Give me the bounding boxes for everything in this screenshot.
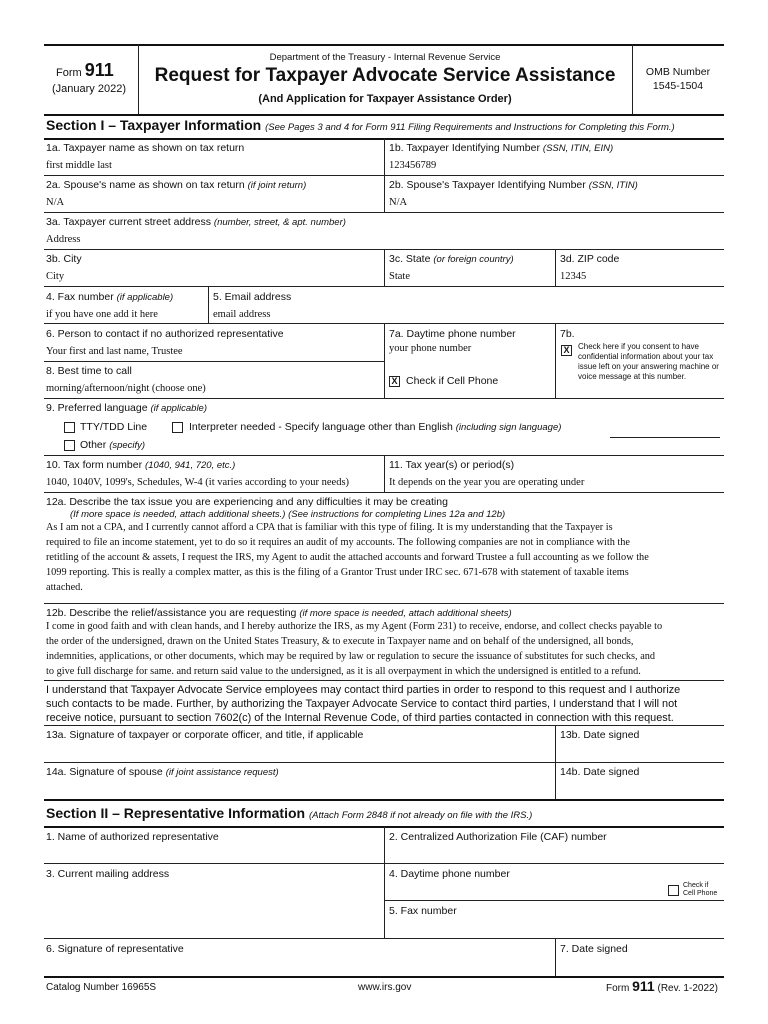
- col-divider: [555, 725, 556, 799]
- cell-phone-checkbox[interactable]: X: [389, 376, 400, 387]
- cell-phone-label: Check if Cell Phone: [406, 375, 499, 387]
- field-13a-label: 13a. Signature of taxpayer or corporate officer, and title, if applicable: [46, 729, 364, 741]
- field-3a-hint: (number, street, & apt. number): [213, 217, 346, 228]
- footer-revision: (Rev. 1-2022): [657, 983, 718, 994]
- tty-checkbox[interactable]: [64, 422, 75, 433]
- col-divider: [555, 938, 556, 976]
- omb-label: OMB Number: [645, 66, 711, 78]
- rep-date-field[interactable]: [560, 956, 720, 974]
- row-line: [44, 938, 724, 939]
- daytime-phone-field[interactable]: your phone number: [389, 343, 472, 354]
- field-3b-label: 3b. City: [46, 253, 82, 265]
- row-line: [44, 212, 724, 213]
- field-2a-label-text: 2a. Spouse's name as shown on tax return: [46, 179, 245, 191]
- relief-line: to give full discharge for same. and return said value to the undersigned, as it is all overpayment in which the undersigned is entitled to a refund.: [46, 666, 641, 677]
- taxpayer-name-field[interactable]: first middle last: [46, 160, 112, 171]
- field-14b-label: 14b. Date signed: [560, 766, 640, 778]
- form-label: [56, 60, 114, 81]
- field-13b-label: 13b. Date signed: [560, 729, 640, 741]
- field-3c-label-text: 3c. State: [389, 253, 431, 265]
- other-language-text: Other: [80, 439, 107, 451]
- field-1a-label: 1a. Taxpayer name as shown on tax return: [46, 142, 245, 154]
- tax-issue-line: required to file an income statement, yet to do so it requires an audit of my accounts. The following companies are not in compliance with the: [46, 537, 630, 548]
- section1-bottom-line: [44, 799, 724, 801]
- rep-cell-phone-checkbox[interactable]: [668, 885, 679, 896]
- field-3c-hint: (or foreign country): [433, 254, 514, 265]
- contact-person-field[interactable]: Your first and last name, Trustee: [46, 346, 183, 357]
- footer-form-id: [606, 978, 718, 994]
- row-line: [44, 398, 724, 399]
- agency-name: Department of the Treasury - Internal Revenue Service: [269, 52, 501, 63]
- tax-issue-textarea[interactable]: [46, 520, 722, 595]
- relief-line: indemnities, applications, or other documents, which may be required by law or regulation to secure the issuance of substitutes for such checks, and: [46, 651, 656, 662]
- field-14a-label-text: 14a. Signature of spouse: [46, 766, 163, 778]
- field-6-label: 6. Person to contact if no authorized representative: [46, 328, 284, 340]
- tax-issue-line: As I am not a CPA, and I currently cannot afford a CPA that is familiar with this type of filing. It is my understanding that the Taxpayer is: [46, 522, 613, 533]
- field-3c-label: [389, 253, 514, 266]
- section2-note: (Attach Form 2848 if not already on file with the IRS.): [308, 810, 533, 821]
- field-11-label: 11. Tax year(s) or period(s): [389, 459, 515, 471]
- field-14a-hint: (if joint assistance request): [165, 767, 279, 778]
- footer-form-number: 911: [632, 978, 655, 994]
- row-line: [44, 286, 724, 287]
- consent-line: receive notice, pursuant to section 7602(c) of the Internal Revenue Code, of third parties contacted in connection with this request.: [46, 712, 674, 724]
- caf-number-field[interactable]: [389, 844, 719, 862]
- field-9-label: [46, 402, 207, 415]
- section1-note: (See Pages 3 and 4 for Form 911 Filing Requirements and Instructions for Completing this Form.): [265, 122, 675, 133]
- field-10-label-text: 10. Tax form number: [46, 459, 143, 471]
- language-specify-line[interactable]: [610, 437, 720, 438]
- rep-cell-line1: Check if: [683, 882, 709, 889]
- col-divider: [555, 323, 556, 398]
- field-8-label: 8. Best time to call: [46, 365, 132, 377]
- best-time-field[interactable]: morning/afternoon/night (choose one): [46, 383, 206, 394]
- street-address-field[interactable]: Address: [46, 234, 81, 245]
- tax-issue-line: 1099 reporting. This is really a complex matter, as this is the filing of a Grantor Trust under IRC sec. 671-678 with statement of taxable items: [46, 567, 629, 578]
- section1-title: Section I – Taxpayer Information: [46, 117, 262, 133]
- state-field[interactable]: State: [389, 271, 410, 282]
- relief-request-textarea[interactable]: [46, 619, 722, 679]
- field-1b-label: [389, 142, 613, 155]
- interpreter-hint: (including sign language): [455, 422, 562, 433]
- row-line: [44, 361, 384, 362]
- rep-field-4-label: 4. Daytime phone number: [389, 868, 510, 880]
- field-3a-label: [46, 216, 346, 229]
- col-divider: [555, 249, 556, 286]
- field-4-label: [46, 291, 173, 304]
- tax-form-number-field[interactable]: 1040, 1040V, 1099's, Schedules, W-4 (it varies according to your needs): [46, 477, 350, 488]
- rep-fax-field[interactable]: [389, 918, 719, 936]
- consent-checkbox[interactable]: X: [561, 345, 572, 356]
- consent-line: such contacts to be made. Further, by authorizing the Taxpayer Advocate Service to contact third parties, I understand that I will not: [46, 698, 678, 710]
- form-date: (January 2022): [52, 83, 126, 95]
- field-2b-label: [389, 179, 638, 192]
- taxpayer-id-field[interactable]: 123456789: [389, 160, 437, 171]
- row-line: [384, 900, 724, 901]
- field-14a-label: [46, 766, 279, 779]
- field-12a-label: 12a. Describe the tax issue you are experiencing and any difficulties it may be creating: [46, 496, 448, 508]
- email-field[interactable]: email address: [213, 309, 271, 320]
- field-9-label-text: 9. Preferred language: [46, 402, 148, 414]
- header-bottom-border: [44, 114, 724, 116]
- col-divider: [208, 286, 209, 323]
- row-line: [44, 762, 724, 763]
- city-field[interactable]: City: [46, 271, 65, 282]
- field-10-label: [46, 459, 235, 472]
- catalog-number: Catalog Number 16965S: [46, 982, 157, 993]
- row-line: [44, 603, 724, 604]
- interpreter-label-text: Interpreter needed - Specify language other than English: [189, 421, 453, 433]
- rep-phone-field[interactable]: [389, 882, 659, 898]
- spouse-name-field[interactable]: N/A: [46, 197, 65, 208]
- relief-line: I come in good faith and with clean hands, and I hereby authorize the IRS, as my Agent (Form 231) to receive, endorse, and collect checks payable to: [46, 621, 663, 632]
- section2-heading: [46, 805, 532, 821]
- tax-years-field[interactable]: It depends on the year you are operating under: [389, 477, 585, 488]
- rep-field-1-label: 1. Name of authorized representative: [46, 831, 219, 843]
- relief-line: the order of the undersigned, drawn on the United States Treasury, & to execute in Taxpayer name and on behalf of the undersigned, all bonds,: [46, 636, 634, 647]
- field-12b-hint: (if more space is needed, attach additional sheets): [299, 608, 512, 619]
- omb-number: 1545-1504: [652, 80, 704, 92]
- spouse-date-field[interactable]: [560, 779, 720, 797]
- row-line: [44, 680, 724, 681]
- row-line: [44, 492, 724, 493]
- consent-line: I understand that Taxpayer Advocate Service employees may contact third parties in order to respond to this request and I authorize: [46, 684, 681, 696]
- irs-website: www.irs.gov: [358, 982, 412, 993]
- interpreter-checkbox[interactable]: [172, 422, 183, 433]
- rep-mailing-address-field[interactable]: [46, 882, 380, 936]
- form-subtitle: (And Application for Taxpayer Assistance Order): [258, 93, 512, 105]
- footer-form-word: Form: [606, 983, 630, 994]
- field-1b-hint: (SSN, ITIN, EIN): [542, 143, 614, 154]
- third-party-consent-text: [46, 683, 680, 725]
- field-12a-hint: (If more space is needed, attach additional sheets.) (See instructions for completing Lines 12a and 12b): [70, 509, 506, 520]
- rep-field-6-label: 6. Signature of representative: [46, 943, 184, 955]
- col-divider: [384, 138, 385, 212]
- field-7b-label: 7b.: [560, 328, 575, 340]
- rep-field-2-label: 2. Centralized Authorization File (CAF) number: [389, 831, 607, 843]
- col-divider: [384, 249, 385, 286]
- field-2a-label: [46, 179, 306, 192]
- field-2a-hint: (if joint return): [247, 180, 307, 191]
- tax-issue-line: retitling of the account & assets, I request the IRS, my Agent to audit the attached accounts and forward Trustee a full accounting as we follow the: [46, 552, 649, 563]
- form-word: Form: [56, 67, 82, 79]
- field-2b-label-text: 2b. Spouse's Taxpayer Identifying Number: [389, 179, 586, 191]
- interpreter-label: [189, 421, 561, 434]
- field-9-hint: (if applicable): [150, 403, 207, 414]
- spouse-signature-field[interactable]: [46, 779, 551, 797]
- zip-field[interactable]: 12345: [560, 271, 587, 282]
- field-4-hint: (if applicable): [116, 292, 174, 303]
- taxpayer-date-field[interactable]: [560, 742, 720, 760]
- tax-issue-line: attached.: [46, 582, 83, 593]
- field-3a-label-text: 3a. Taxpayer current street address: [46, 216, 211, 228]
- field-1b-label-text: 1b. Taxpayer Identifying Number: [389, 142, 540, 154]
- field-10-hint: (1040, 941, 720, etc.): [145, 460, 236, 471]
- field-12b-label-text: 12b. Describe the relief/assistance you are requesting: [46, 607, 297, 619]
- rep-signature-field[interactable]: [46, 956, 551, 974]
- fax-number-field[interactable]: if you have one add it here: [46, 309, 158, 320]
- form-number: 911: [84, 60, 114, 80]
- col-divider: [384, 323, 385, 398]
- section1-heading: [46, 117, 675, 133]
- rep-field-5-label: 5. Fax number: [389, 905, 457, 917]
- rep-cell-line2: Cell Phone: [683, 890, 718, 897]
- rep-name-field[interactable]: [46, 844, 380, 862]
- consent-text: Check here if you consent to have confidential information about your tax issue left on your answering machine or voice message at this number.: [578, 342, 719, 381]
- field-4-label-text: 4. Fax number: [46, 291, 114, 303]
- field-3d-label: 3d. ZIP code: [560, 253, 620, 265]
- tty-label: TTY/TDD Line: [80, 421, 148, 433]
- taxpayer-signature-field[interactable]: [46, 742, 551, 760]
- other-language-label: [80, 439, 145, 452]
- header-divider-right: [632, 44, 633, 114]
- other-language-checkbox[interactable]: [64, 440, 75, 451]
- form-title: Request for Taxpayer Advocate Service Assistance: [154, 65, 616, 86]
- field-2b-hint: (SSN, ITIN): [588, 180, 638, 191]
- rep-field-3-label: 3. Current mailing address: [46, 868, 170, 880]
- field-7a-label: 7a. Daytime phone number: [389, 328, 516, 340]
- col-divider: [384, 455, 385, 492]
- rep-field-7-label: 7. Date signed: [560, 943, 628, 955]
- spouse-id-field[interactable]: N/A: [389, 197, 408, 208]
- field-5-label: 5. Email address: [213, 291, 292, 303]
- row-line: [44, 725, 724, 726]
- top-border: [44, 44, 724, 46]
- other-language-hint: (specify): [109, 440, 146, 451]
- rep-cell-phone-label: [683, 882, 717, 898]
- col-divider: [384, 826, 385, 938]
- section2-title: Section II – Representative Information: [46, 805, 306, 821]
